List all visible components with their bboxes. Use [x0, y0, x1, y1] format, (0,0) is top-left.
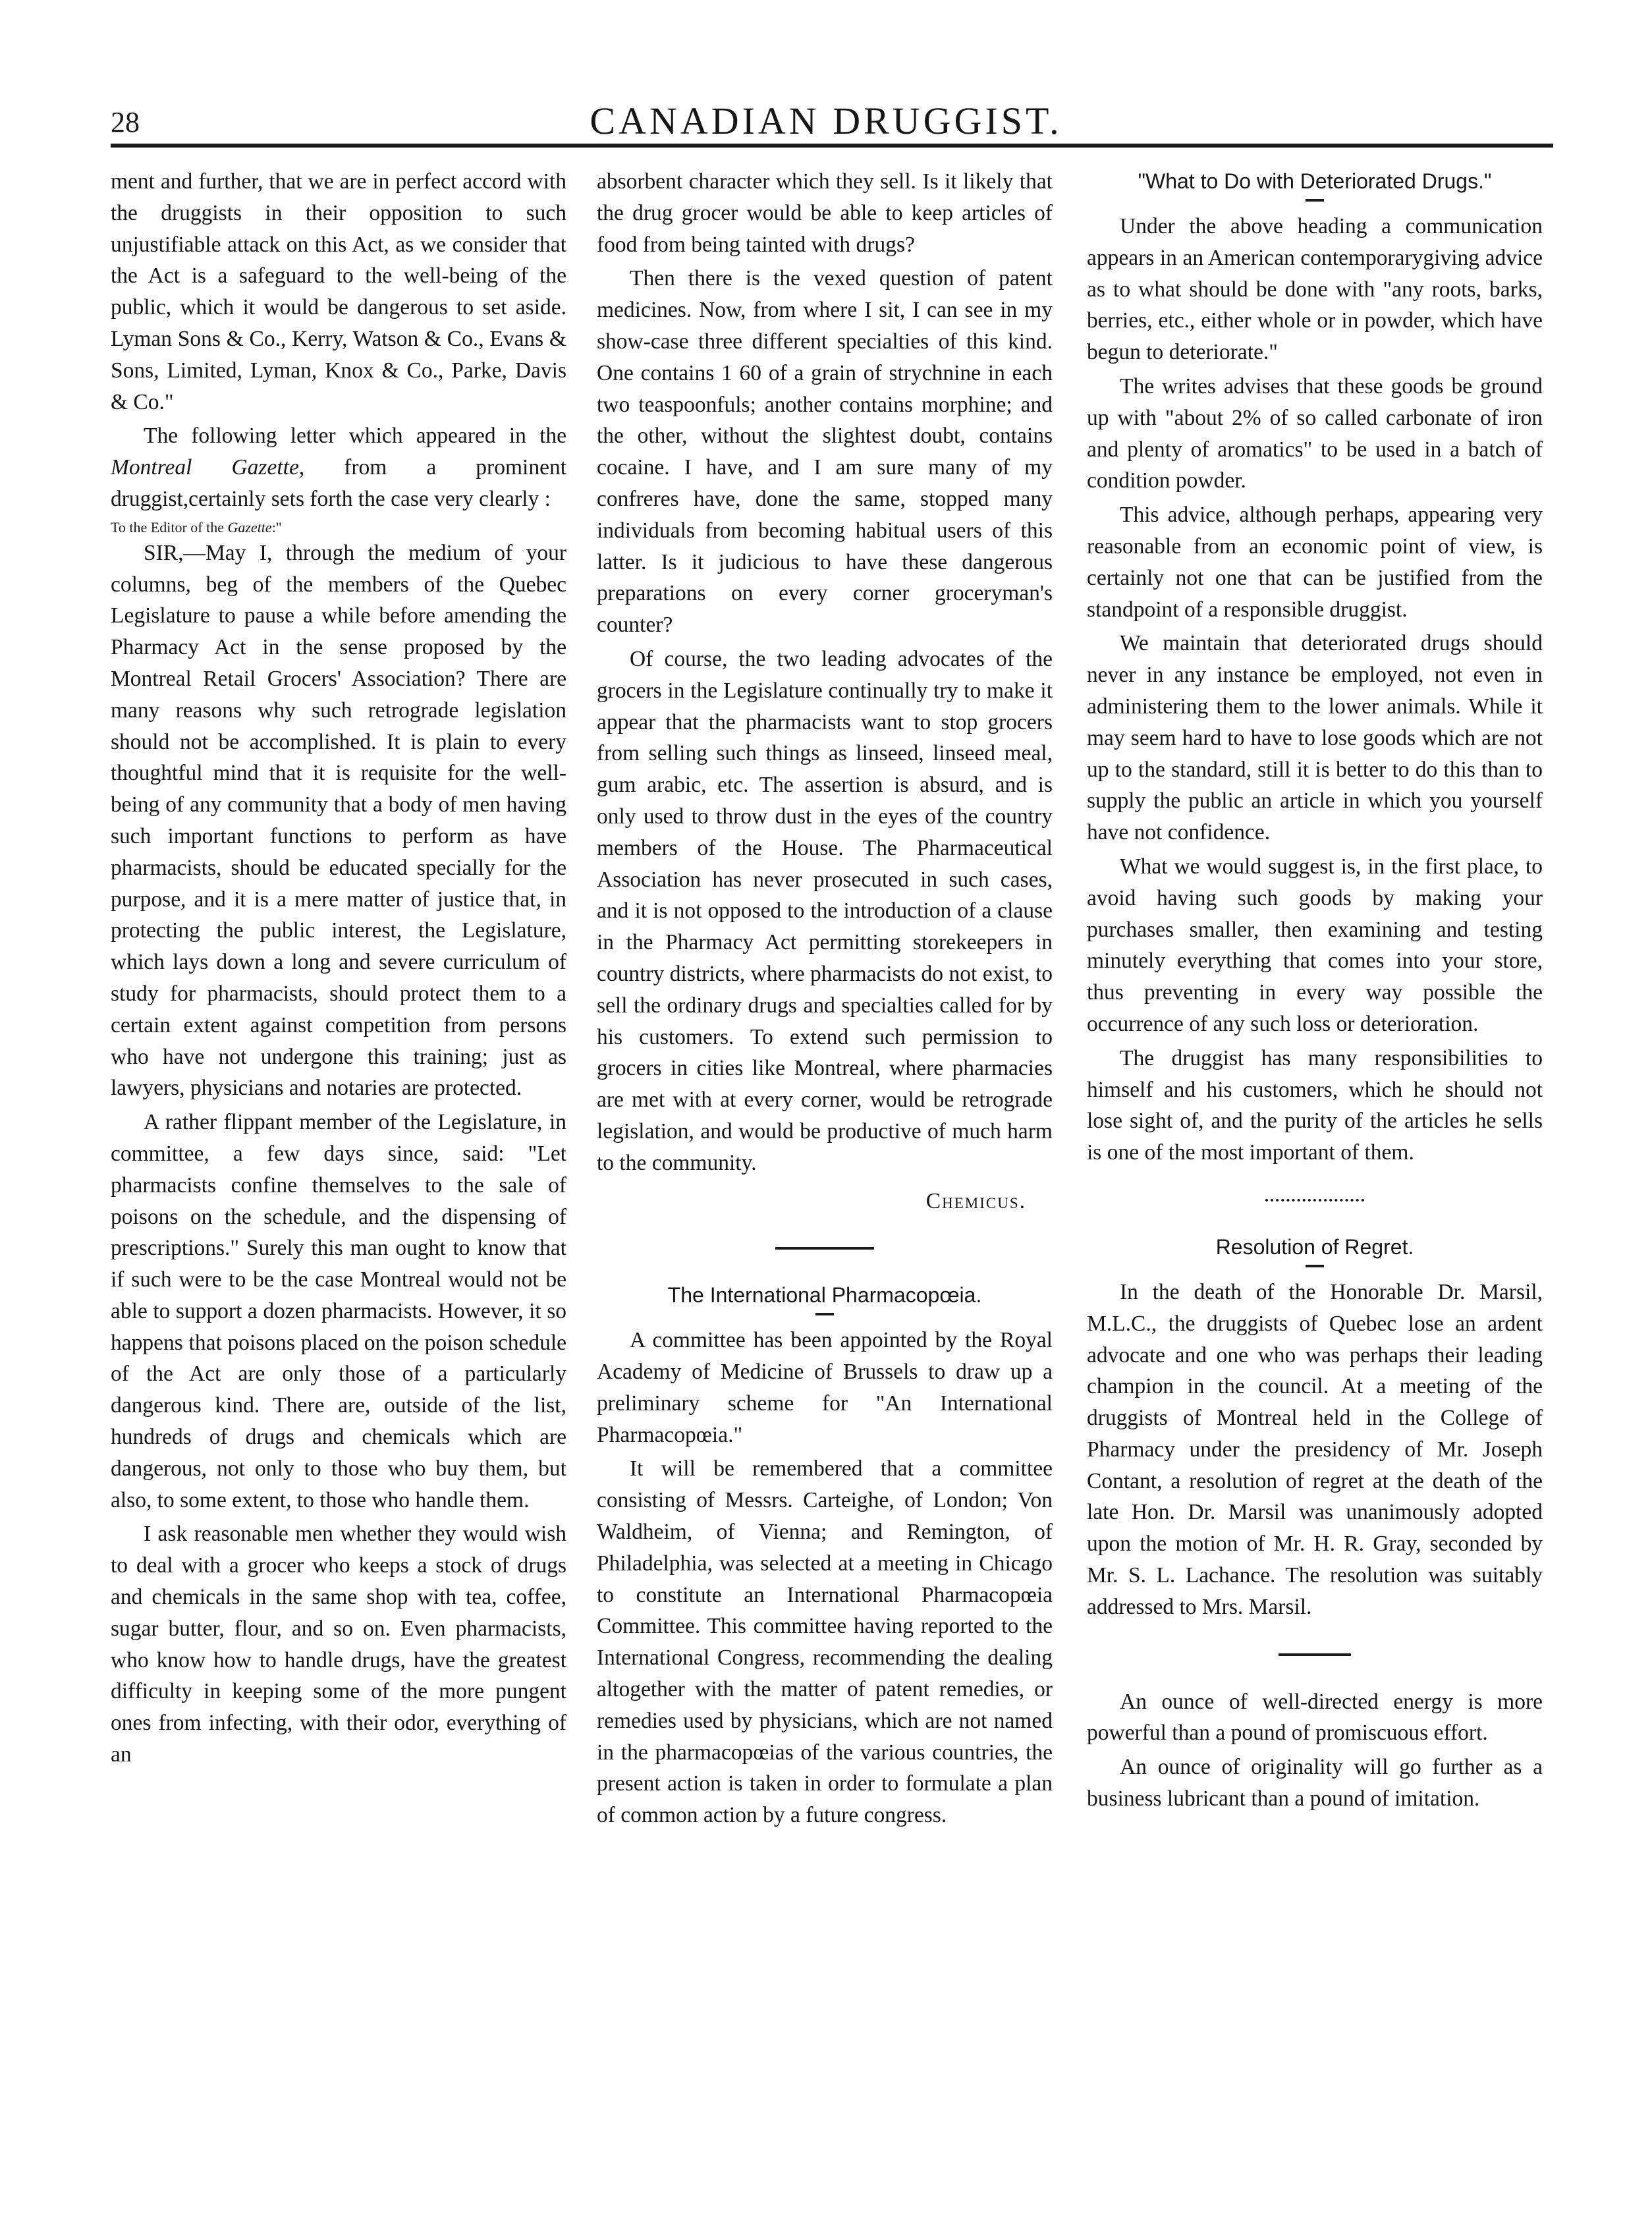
title-rule	[1306, 1265, 1324, 1267]
section-divider	[1265, 1199, 1364, 1201]
title-rule	[815, 1313, 834, 1315]
letter-signature: Chemicus.	[925, 1188, 1026, 1213]
letter-salutation	[111, 518, 566, 538]
paragraph: The writes advises that these goods be ground up with "about 2% of so called carbonate of iron and plenty of aromatics" to be used in a batch of condition powder.	[1087, 373, 1543, 493]
section-divider	[1279, 1653, 1351, 1656]
paragraph-text: , from a prominent druggist,certainly sets forth the case very clearly :	[111, 455, 567, 511]
paragraph: The druggist has many responsibilities to himself and his customers, which he should not lose sight of, and the purity of the articles he sells is one of the most important of them.	[1087, 1045, 1543, 1165]
masthead: CANADIAN DRUGGIST.	[590, 99, 1062, 142]
publication-name: Gazette	[227, 518, 272, 536]
paragraph: This advice, although perhaps, appearing very reasonable from an economic point of view, is certainly not one that can be justified from the standpoint of a responsible druggist.	[1087, 503, 1543, 622]
page-number: 28	[111, 106, 140, 138]
title-rule	[1306, 199, 1324, 202]
article-title: "What to Do with Deteriorated Drugs."	[1138, 169, 1492, 193]
paragraph: ment and further, that we are in perfect accord with the druggists in their opposition to such unjustifiable attack on this Act, as we consider that the Act is a safeguard to the well-being of the public, which it would be dangerous to set aside. Lyman Sons & Co., Kerry, Watson & Co., Evans & Sons, Limited, Lyman, Knox & Co., Parke, Davis & Co."	[111, 169, 566, 414]
paragraph: It will be remembered that a committee consisting of Messrs. Carteighe, of London; Von Waldheim, of Vienna; and Remington, of Philadelphia, was selected at a meeting in Chicago to constitute an International Pharmacopœia Committee. This committee having reported to the International Congress, recommending the dealing altogether with the matter of patent remedies, or remedies used by physicians, which are not named in the pharmacopœias of the various countries, the present action is taken in order to formulate a plan of common action by a future congress.	[597, 1456, 1053, 1828]
salutation-text: :"	[271, 518, 282, 536]
article-title: Resolution of Regret.	[1215, 1234, 1414, 1259]
paragraph: A rather flippant member of the Legislature, in committee, a few days since, said: "Let pharmacists confine themselves to the sale of poisons on the schedule, and the dispensing of prescriptions." Surely this man ought to know that if such were to be the case Montreal would not be able to support a dozen pharmacists. However, it so happens that poisons placed on the poison schedule of the Act are only those of a particularly dangerous kind. There are, outside of the list, hundreds of drugs and chemicals which are dangerous, not only to those who buy them, but also, to some extent, to those who handle them.	[111, 1110, 566, 1512]
paragraph: We maintain that deteriorated drugs should never in any instance be employed, not even in administering them to the lower animals. While it may seem hard to have to lose goods which are not up to the standard, still it is better to do this than to supply the public an article in which you yourself have not confidence.	[1087, 631, 1543, 845]
publication-name: Montreal Gazette	[111, 455, 299, 480]
paragraph: A committee has been appointed by the Royal Academy of Medicine of Brussels to draw up a preliminary scheme for "An International Pharmacopœia."	[597, 1328, 1053, 1447]
paragraph	[111, 420, 566, 514]
paragraph: Under the above heading a communication appears in an American contemporarygiving advice as to what should be done with "any roots, barks, berries, etc., either whole or in powder, which have begun to deteriorate."	[1087, 214, 1543, 365]
section-divider	[775, 1247, 874, 1250]
paragraph: An ounce of well-directed energy is more powerful than a pound of promiscuous effort.	[1087, 1689, 1543, 1746]
column-3	[1087, 166, 1543, 1817]
column-1	[111, 166, 566, 1773]
paragraph: absorbent character which they sell. Is it likely that the drug grocer would be able to keep articles of food from being tainted with drugs?	[597, 169, 1053, 257]
paragraph: In the death of the Honorable Dr. Marsil, M.L.C., the druggists of Quebec lose an ardent advocate and one who was perhaps their leading champion in the council. At a meeting of the druggists of Montreal held in the College of Pharmacy under the presidency of Mr. Joseph Contant, a resolution of regret at the death of the late Hon. Dr. Marsil was unanimously adopted upon the motion of Mr. H. R. Gray, seconded by Mr. S. L. Lachance. The resolution was suitably addressed to Mrs. Marsil.	[1087, 1279, 1543, 1619]
paragraph: An ounce of originality will go further as a business lubricant than a pound of imitation.	[1087, 1755, 1543, 1811]
article-title: The International Pharmacopœia.	[667, 1283, 982, 1308]
column-2	[597, 166, 1053, 1834]
paragraph: I ask reasonable men whether they would wish to deal with a grocer who keeps a stock of drugs and chemicals in the same shop with tea, coffee, sugar butter, flour, and so on. Even pharmacists, who know how to handle drugs, have the greatest difficulty in keeping some of the more pungent ones from infecting, with their odor, everything of an	[111, 1522, 566, 1767]
paragraph: Then there is the vexed question of patent medicines. Now, from where I sit, I can see in my show-case three different specialties of this kind. One contains 1 60 of a grain of strychnine in each two teaspoonfuls; another contains morphine; and the other, without the slightest doubt, contains cocaine. I have, and I am sure many of my confreres have, done the same, stopped many individuals from becoming habitual users of this latter. Is it judicious to have these dangerous preparations on every corner groceryman's counter?	[597, 266, 1053, 638]
header-rule	[111, 144, 1553, 148]
paragraph: Of course, the two leading advocates of the grocers in the Legislature continually try to make it appear that the pharmacists want to stop grocers from selling such things as linseed, linseed meal, gum arabic, etc. The assertion is absurd, and is only used to throw dust in the eyes of the country members of the House. The Pharmaceutical Association has never prosecuted in such cases, and it is not opposed to the introduction of a clause in the Pharmacy Act permitting storekeepers in country districts, where pharmacists do not exist, to sell the ordinary drugs and specialties called for by his customers. To extend such permission to grocers in cities like Montreal, where pharmacies are met with at every corner, would be retrograde legislation, and would be productive of much harm to the community.	[597, 646, 1053, 1175]
paragraph: SIR,—May I, through the medium of your columns, beg of the members of the Quebec Legislature to pause a while before amending the Pharmacy Act in the sense proposed by the Montreal Retail Grocers' Association? There are many reasons why such retrograde legislation should not be accomplished. It is plain to every thoughtful mind that it is requisite for the well-being of any community that a body of men having such important functions to perform as have pharmacists, should be educated specially for the purpose, and it is a mere matter of justice that, in protecting the public interest, the Legislature, which lays down a long and severe curriculum of study for pharmacists, should protect them to a certain extent against competition from persons who have not undergone this training; just as lawyers, physicians and notaries are protected.	[111, 540, 566, 1101]
paragraph: What we would suggest is, in the first place, to avoid having such goods by making your purchases smaller, then examining and testing minutely everything that comes into your store, thus preventing in every way possible the occurrence of any such loss or deterioration.	[1087, 854, 1543, 1036]
paragraph-text: The following letter which appeared in the	[144, 424, 566, 449]
salutation-text: To the Editor of the	[111, 518, 228, 536]
